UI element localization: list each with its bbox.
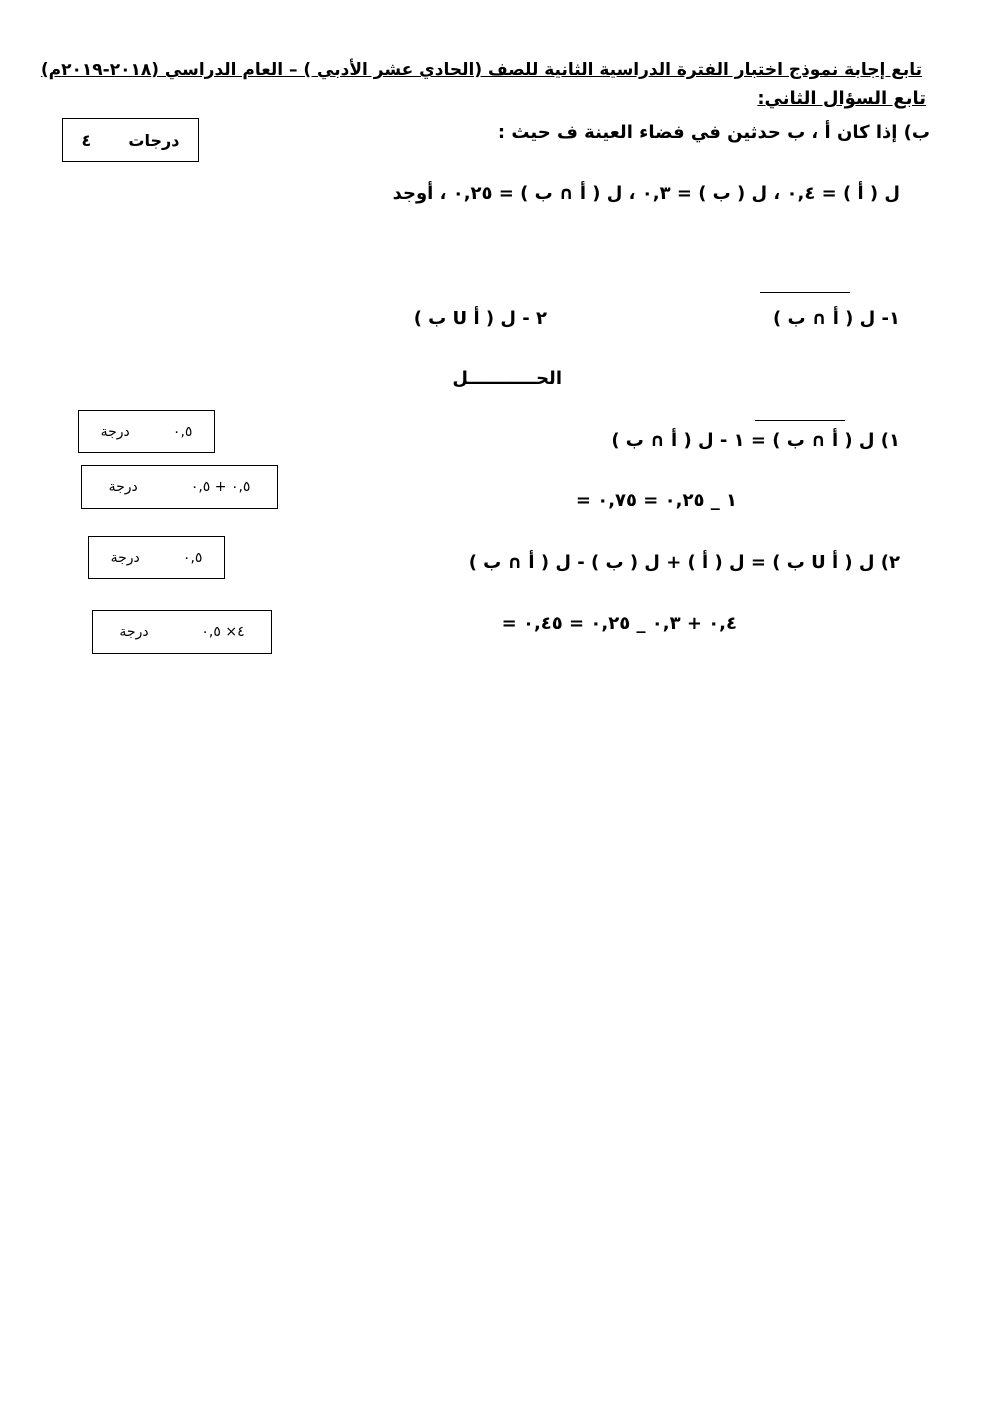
complement-bar-part1 bbox=[760, 292, 850, 293]
marks-value: ٤ bbox=[81, 130, 92, 150]
grade-label: ٠,٥ bbox=[172, 423, 193, 440]
grade-label: درجة bbox=[108, 479, 138, 495]
marks-box bbox=[62, 118, 199, 162]
header-line-1: تابع إجابة نموذج اختبار الفترة الدراسية الثانية للصف (الحادي عشر الأدبي ) – العام الدراسي (٢٠١٨-٢٠١٩م) bbox=[40, 60, 922, 80]
solution-step-1: ١) ل ( أ ∩ ب ) = ١ - ل ( أ ∩ ب ) bbox=[611, 430, 900, 451]
grade-value: ٤× ٠,٥ bbox=[201, 624, 245, 640]
given-values: ل ( أ ) = ٠,٤ ، ل ( ب ) = ٠,٣ ، ل ( أ ∩ ب ) = ٠,٢٥ ، أوجد bbox=[392, 183, 900, 204]
solution-step-2: ٢) ل ( أ U ب ) = ل ( أ ) + ل ( ب ) - ل ( أ ∩ ب ) bbox=[468, 552, 900, 573]
question-part-2: ٢ - ل ( أ U ب ) bbox=[413, 308, 547, 329]
solution-step-1-result: = ١ _ ٠,٢٥ = ٠,٧٥ bbox=[575, 490, 737, 511]
grade-box-2 bbox=[81, 465, 278, 509]
solution-title: الحـــــــــــل bbox=[452, 368, 562, 389]
solution-step-2-result: = ٠,٤ + ٠,٣ _ ٠,٢٥ = ٠,٤٥ bbox=[501, 613, 737, 634]
question-intro: ب) إذا كان أ ، ب حدثين في فضاء العينة ف حيث : bbox=[497, 122, 930, 143]
header-line-2: تابع السؤال الثاني: bbox=[757, 88, 926, 109]
grade-value: ٠,٥ + ٠,٥ bbox=[190, 479, 251, 495]
grade-box-1 bbox=[78, 410, 215, 453]
grade-box-3 bbox=[88, 536, 225, 579]
grade-label: درجة bbox=[119, 624, 149, 640]
grade-label: درجة bbox=[100, 423, 130, 440]
marks-label: درجات bbox=[128, 130, 180, 150]
grade-label: درجة bbox=[110, 549, 140, 566]
grade-box-4 bbox=[92, 610, 272, 654]
question-part-1: ١- ل ( أ ∩ ب ) bbox=[772, 308, 900, 329]
complement-bar-step1 bbox=[755, 420, 845, 421]
grade-value: ٠,٥ bbox=[182, 549, 203, 566]
